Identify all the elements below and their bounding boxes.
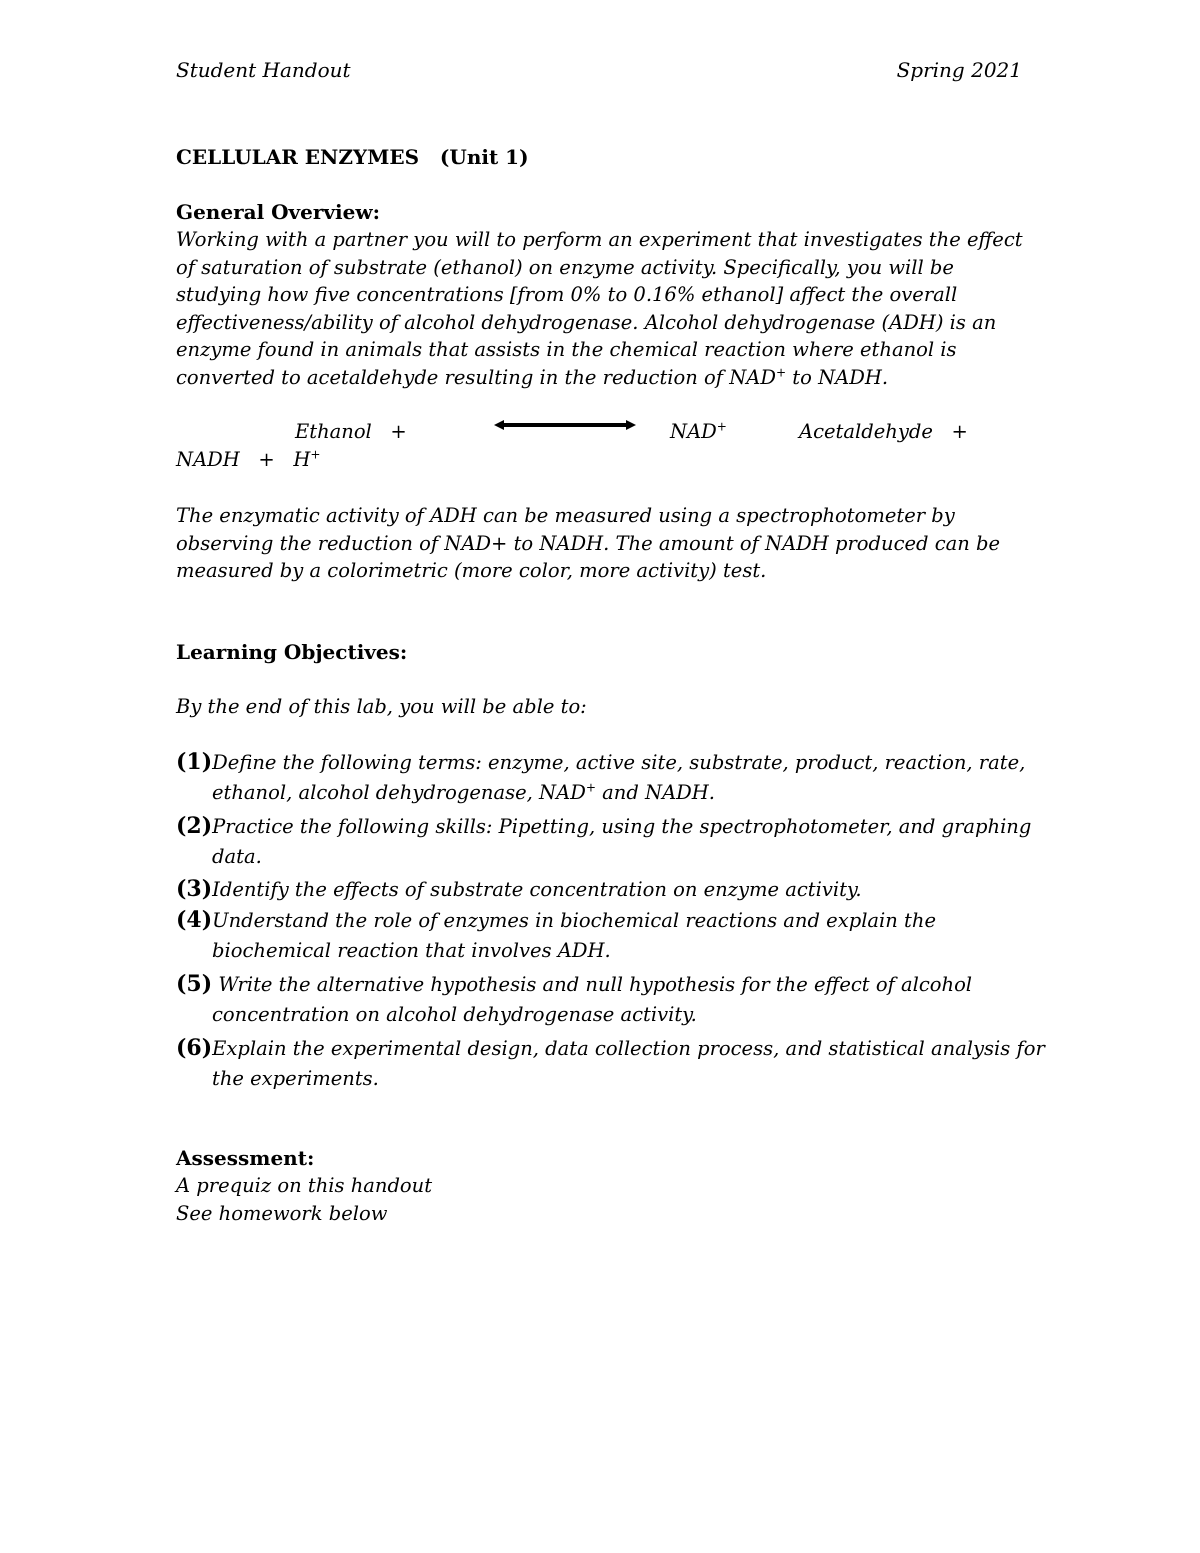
objective-item-6-cont: the experiments. [212,1067,379,1090]
title-text: CELLULAR ENZYMES [176,145,420,169]
assessment-list [176,1172,432,1227]
objective-item-5: (5) Write the alternative hypothesis and null hypothesis for the effect of alcohol [176,971,973,997]
unit-label: (Unit 1) [439,145,529,169]
overview-line: of saturation of substrate (ethanol) on enzyme activity. Specifically, you will be [176,255,954,279]
objectives-intro: By the end of this lab, you will be able to: [176,695,587,718]
objective-item-2-cont: data. [212,845,262,868]
objective-item-3: (3)Identify the effects of substrate concentration on enzyme activity. [176,876,862,902]
objective-item-1-cont: ethanol, alcohol dehydrogenase, NAD+ and NADH. [212,780,716,804]
objective-item-4-cont: biochemical reaction that involves ADH. [212,939,611,962]
objective-item-1: (1)Define the following terms: enzyme, active site, substrate, product, reaction, rate, [176,749,1026,775]
assessment-line: See homework below [176,1201,388,1225]
header-right: Spring 2021 [896,58,1022,82]
overview-line: effectiveness/ability of alcohol dehydrogenase. Alcohol dehydrogenase (ADH) is an [176,310,997,334]
overview-paragraph [176,226,1023,391]
measurement-line: The enzymatic activity of ADH can be measured using a spectrophotometer by [176,504,955,527]
reaction-nad: NAD+ [670,419,727,443]
overview-heading: General Overview: [176,200,380,224]
reaction-ethanol: Ethanol + [295,420,407,443]
objective-item-4: (4)Understand the role of enzymes in biochemical reactions and explain the [176,907,936,933]
overview-line: studying how five concentrations [from 0% to 0.16% ethanol] affect the overall [176,283,958,306]
reaction-arrow-icon [494,418,636,432]
overview-line: Working with a partner you will to perform an experiment that investigates the effect [176,228,1023,251]
overview-line: enzyme found in animals that assists in the chemical reaction where ethanol is [176,338,957,361]
reaction-products: NADH + H+ [176,447,321,471]
objectives-heading: Learning Objectives: [176,640,408,664]
header-left: Student Handout [176,58,351,82]
measurement-line: observing the reduction of NAD+ to NADH. The amount of NADH produced can be [176,531,1001,555]
measurement-line: measured by a colorimetric (more color, more activity) test. [176,559,767,582]
assessment-line: A prequiz on this handout [176,1174,433,1197]
measurement-paragraph [176,502,1000,585]
objective-item-6: (6)Explain the experimental design, data collection process, and statistical analysis for [176,1035,1045,1061]
assessment-heading: Assessment: [176,1146,315,1170]
overview-line-last: converted to acetaldehyde resulting in the reduction of NAD+ to NADH. [176,365,889,389]
objective-item-5-cont: concentration on alcohol dehydrogenase activity. [212,1003,697,1026]
objective-item-2: (2)Practice the following skills: Pipetting, using the spectrophotometer, and graphing [176,813,1032,839]
reaction-acetaldehyde: Acetaldehyde + [799,420,968,443]
page-title [176,145,529,169]
